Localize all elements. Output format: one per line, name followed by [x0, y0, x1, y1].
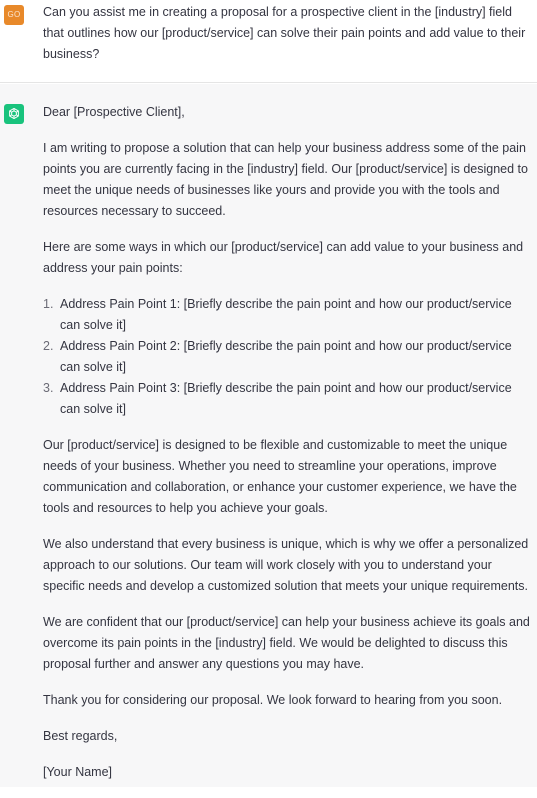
signature: [Your Name]: [43, 765, 113, 779]
list-item-text: Address Pain Point 3: [Briefly describe the pain point and how our product/service can solve it]: [60, 381, 512, 416]
assistant-message: [0, 84, 537, 787]
openai-logo-icon: [4, 104, 24, 124]
list-item: [43, 294, 535, 336]
list-item: [43, 378, 535, 420]
list-intro-paragraph: Here are some ways in which our [product/service] can add value to your business and address your pain points:: [43, 240, 524, 275]
list-item-text: Address Pain Point 2: [Briefly describe the pain point and how our product/service can solve it]: [60, 339, 512, 374]
list-item-text: Address Pain Point 1: [Briefly describe the pain point and how our product/service can solve it]: [60, 297, 512, 332]
user-message-text: Can you assist me in creating a proposal for a prospective client in the [industry] field that outlines how our [product/service] can solve their pain points and add value to their business?: [43, 5, 526, 61]
list-number: 2.: [43, 339, 54, 353]
assistant-message-content: [43, 102, 535, 798]
closing: Best regards,: [43, 729, 118, 743]
user-avatar: GO: [4, 5, 24, 25]
list-number: 3.: [43, 381, 54, 395]
user-message: [0, 0, 537, 83]
list-number: 1.: [43, 297, 54, 311]
personalized-paragraph: We also understand that every business is unique, which is why we offer a personalized approach to our solutions. Our team will work closely with you to understand your specific needs and develop a customized solution that meets your unique requirements.: [43, 537, 529, 593]
flexibility-paragraph: Our [product/service] is designed to be flexible and customizable to meet the unique needs of your business. Whether you need to streamline your operations, improve communication and collaboration, or enhance your customer experience, we have the tools and resources to help you achieve your goals.: [43, 438, 517, 515]
intro-paragraph: I am writing to propose a solution that can help your business address some of the pain points you are currently facing in the [industry] field. Our [product/service] is designed to meet the unique needs of businesses like yours and provide you with the tools and resources necessary to succeed.: [43, 141, 528, 218]
pain-points-list: [43, 294, 535, 420]
confidence-paragraph: We are confident that our [product/service] can help your business achieve its goals and overcome its pain points in the [industry] field. We would be delighted to discuss this proposal further and answer any questions you may have.: [43, 615, 530, 671]
salutation: Dear [Prospective Client],: [43, 105, 185, 119]
thanks-paragraph: Thank you for considering our proposal. We look forward to hearing from you soon.: [43, 693, 503, 707]
list-item: [43, 336, 535, 378]
